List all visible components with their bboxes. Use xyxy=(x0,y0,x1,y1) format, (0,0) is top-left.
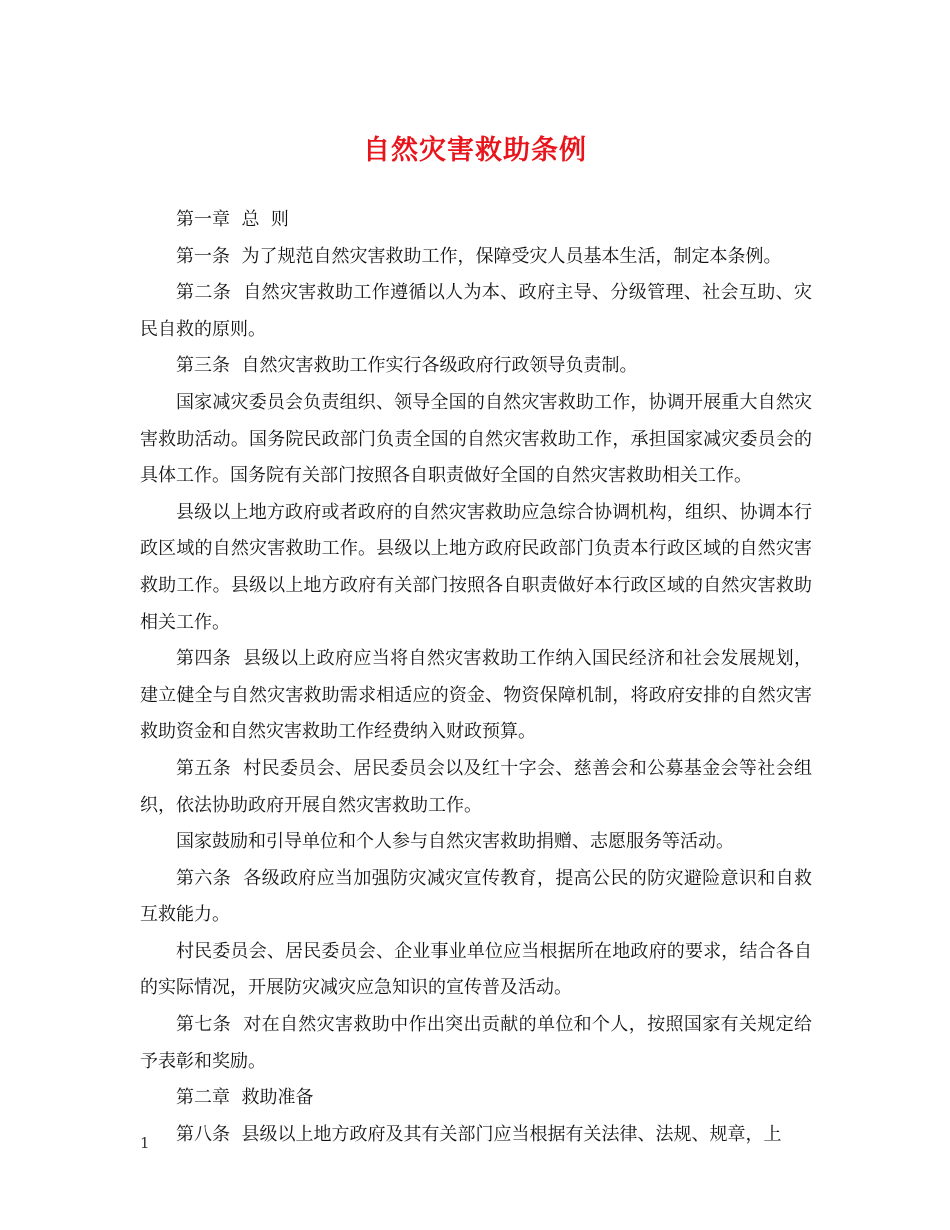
paragraph-article-5: 第五条 村民委员会、居民委员会以及红十字会、慈善会和公募基金会等社会组织，依法协助政府开展自然灾害救助工作。 xyxy=(140,757,812,816)
paragraph-article-3-national: 国家减灾委员会负责组织、领导全国的自然灾害救助工作，协调开展重大自然灾害救助活动。国务院民政部门负责全国的自然灾害救助工作，承担国家减灾委员会的具体工作。国务院有关部门按照各自职责做好全国的自然灾害救助相关工作。 xyxy=(140,391,812,487)
paragraph-article-5-encouragement: 国家鼓励和引导单位和个人参与自然灾害救助捐赠、志愿服务等活动。 xyxy=(176,831,734,853)
paragraph-article-3-local: 县级以上地方政府或者政府的自然灾害救助应急综合协调机构，组织、协调本行政区域的自然灾害救助工作。县级以上地方政府民政部门负责本行政区域的自然灾害救助工作。县级以上地方政府有关部门按照各自职责做好本行政区域的自然灾害救助相关工作。 xyxy=(140,501,812,633)
paragraph-chapter-1-heading: 第一章 总 则 xyxy=(176,209,289,230)
paragraph-article-6-committees: 村民委员会、居民委员会、企业事业单位应当根据所在地政府的要求，结合各自的实际情况，开展防灾减灾应急知识的宣传普及活动。 xyxy=(140,940,812,999)
page-number: 1 xyxy=(140,1134,150,1152)
paragraph-article-1: 第一条 为了规范自然灾害救助工作，保障受灾人员基本生活，制定本条例。 xyxy=(176,245,782,267)
paragraph-article-3: 第三条 自然灾害救助工作实行各级政府行政领导负责制。 xyxy=(176,355,638,377)
paragraph-article-2: 第二条 自然灾害救助工作遵循以人为本、政府主导、分级管理、社会互助、灾民自救的原则。 xyxy=(140,282,812,340)
paragraph-article-4: 第四条 县级以上政府应当将自然灾害救助工作纳入国民经济和社会发展规划，建立健全与自然灾害救助需求相适应的资金、物资保障机制，将政府安排的自然灾害救助资金和自然灾害救助工作经费纳入财政预算。 xyxy=(140,648,812,743)
paragraph-article-7: 第七条 对在自然灾害救助中作出突出贡献的单位和个人，按照国家有关规定给予表彰和奖励。 xyxy=(140,1014,812,1072)
document-title: 自然灾害救助条例 xyxy=(363,135,587,166)
paragraph-article-8: 第八条 县级以上地方政府及其有关部门应当根据有关法律、法规、规章，上 xyxy=(176,1123,782,1145)
paragraph-article-6: 第六条 各级政府应当加强防灾减灾宣传教育，提高公民的防灾避险意识和自救互救能力。 xyxy=(140,867,812,926)
document-body xyxy=(140,202,812,1153)
paragraph-chapter-2-heading: 第二章 救助准备 xyxy=(176,1087,314,1109)
